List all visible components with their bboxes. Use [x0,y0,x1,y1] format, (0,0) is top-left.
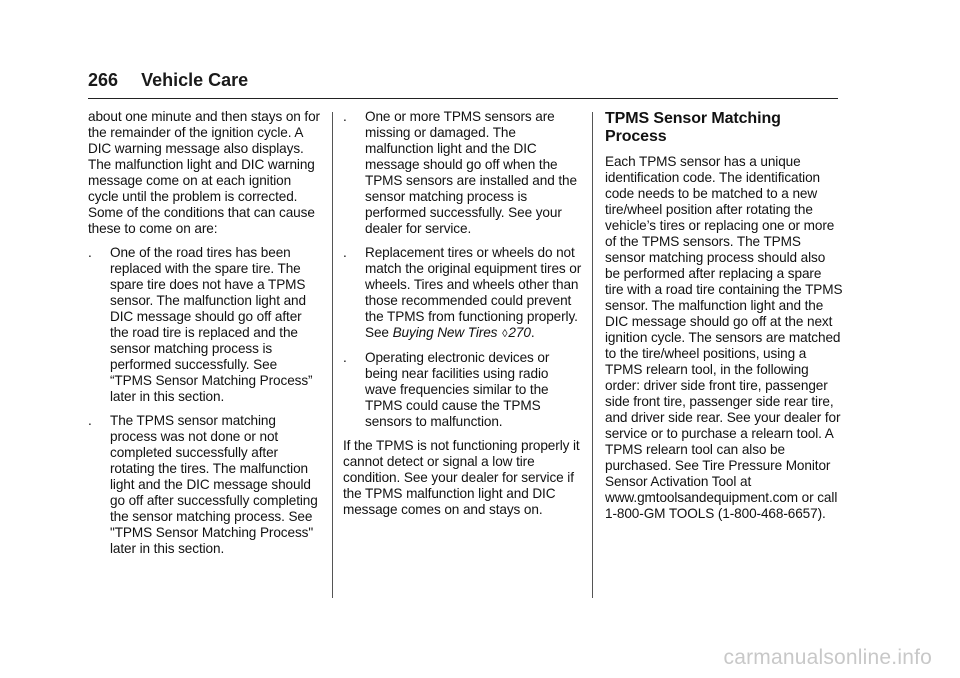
intro-paragraph: about one minute and then stays on for the remainder of the ignition cycle. A DIC warning message also displays. The malfunction light and DIC warning message come on at each ignition cycle until the problem is corrected. Some of the conditions that can cause these to come on are: [88,109,320,236]
page-header [88,70,248,91]
body-paragraph: Each TPMS sensor has a unique identification code. The identification code needs to be matched to a new tire/wheel position after rotating the vehicle’s tires or replacing one or more of the TPMS sensors. The TPMS sensor matching process should also be performed after replacing a spare tire with a road tire containing the TPMS sensor. The malfunction light and the DIC message should go off at the next ignition cycle. The sensors are matched to the tire/wheel positions, using a TPMS relearn tool, in the following order: driver side front tire, passenger side front tire, passenger side rear tire, and driver side rear. See your dealer for service or to purchase a relearn tool. A TPMS relearn tool can also be purchased. See Tire Pressure Monitor Sensor Activation Tool at www.gmtoolsandequipment.com or call 1-800-GM TOOLS (1-800-468-6657). [605,154,843,521]
list-item [88,245,322,405]
page-number: 266 [88,70,119,90]
list-item [88,413,322,557]
bullet-text: Operating electronic devices or being near facilities using radio wave frequencies similar to the TPMS could cause the TPMS sensors to malfunction. [365,350,550,429]
cross-reference-link[interactable]: Buying New Tires [392,325,498,340]
column-divider [592,112,593,598]
column-divider [332,112,333,598]
column-2 [343,109,583,526]
header-rule [88,98,838,99]
bullet-mark: . [88,245,92,260]
page-reference[interactable]: 270 [508,325,531,340]
bullet-text: One of the road tires has been replaced with the spare tire. The spare tire does not have a TPMS sensor. The malfunction light and DIC message should go off after the road tire is replaced and the sensor matching process is performed successfully. See “TPMS Sensor Matching Process” later in this section. [110,245,313,404]
bullet-mark: . [88,413,92,428]
bullet-text: Replacement tires or wheels do not match the original equipment tires or wheels. Tires and wheels other than those recommended could prevent the TPMS from functioning properly. See [365,245,582,340]
page-reference-icon: ◊ [502,328,508,340]
bullet-text: One or more TPMS sensors are missing or damaged. The malfunction light and the DIC message should go off when the TPMS sensors are installed and the sensor matching process is performed successfully. See your dealer for service. [365,109,577,236]
list-item [343,245,583,342]
bullet-text: The TPMS sensor matching process was not done or not completed successfully after rotating the tires. The malfunction light and the DIC message should go off after successfully completing the sensor matching process. See "TPMS Sensor Matching Process" later in this section. [110,413,318,556]
section-heading: TPMS Sensor Matching Process [605,110,781,145]
bullet-mark: . [343,245,347,260]
watermark: carmanualsonline.info [723,646,932,669]
bullet-mark: . [343,350,347,365]
sentence-end: . [530,325,535,340]
column-1 [88,109,322,565]
list-item [343,109,583,237]
section-title: Vehicle Care [141,70,249,90]
list-item [343,350,583,430]
body-paragraph: If the TPMS is not functioning properly it cannot detect or signal a low tire condition. See your dealer for service if the TPMS malfunction light and DIC message comes on and stays on. [343,438,580,517]
column-3 [605,109,843,530]
bullet-mark: . [343,109,347,124]
